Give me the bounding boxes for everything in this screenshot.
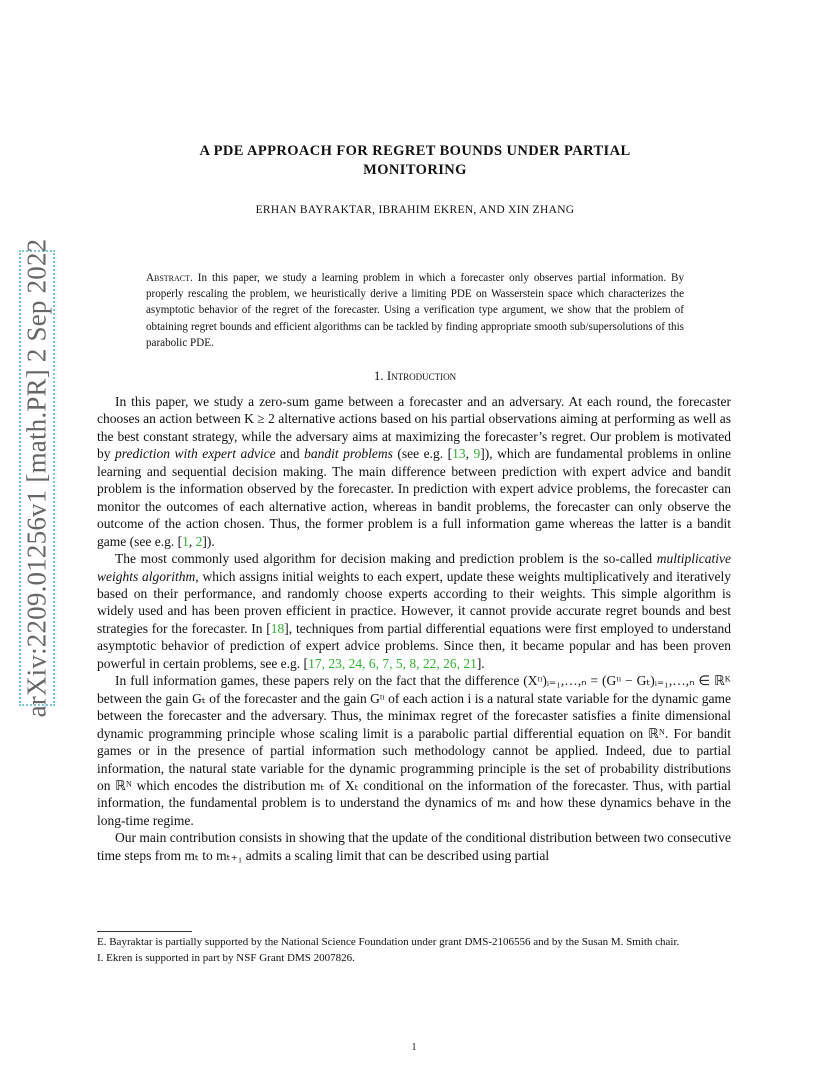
citation-link[interactable]: 18: [270, 620, 285, 636]
text-run: ]).: [202, 533, 215, 549]
text-run: (see e.g. [: [392, 446, 453, 462]
paragraph: In full information games, these papers rely on the fact that the difference (Xᵗᶦ)ᵢ₌₁,…,ₙ = (Gᵗᶦ − Gₜ)ᵢ₌₁,…,ₙ ∈ ℝᴷ between the gain Gₜ of the forecaster and the gain Gᵗᶦ of each action i is a natural state variable for the dynamic game between the forecaster and the adversary. Thus, the minimax regret of the forecaster satisfies a finite dimensional dynamic programming principle whose scaling limit is a parabolic partial differential equation on ℝᴺ. For bandit games or in the presence of partial information such methodology cannot be applied. Indeed, due to partial information, the natural state variable for the dynamic programming principle is the set of probability distributions on ℝᴺ which encodes the distribution mₜ of Xₜ conditional on the information of the forecaster. Thus, with partial information, the fundamental problem is to understand the dynamics of mₜ and how these dynamics behave in the long-time regime.: [97, 673, 731, 828]
text-run: ,: [188, 533, 196, 549]
paragraph: Our main contribution consists in showing that the update of the conditional distribution between two consecutive time steps from mₜ to mₜ₊₁ admits a scaling limit that can be described using partial: [97, 830, 732, 863]
footnote: E. Bayraktar is partially supported by the National Science Foundation under grant DMS-2106556 and by the Susan M. Smith chair.: [97, 936, 680, 948]
text-run: ].: [476, 655, 485, 671]
footnote-rule: [97, 931, 192, 932]
title-line-2: MONITORING: [363, 162, 467, 178]
emphasis: prediction with expert advice: [115, 446, 276, 462]
text-run: In this paper, we study a zero-sum game between a forecaster and an adversary. At each round, the forecaster chooses an action between K ≥ 2 alternative actions based on his partial observations aiming at performing as well as the best constant strategy, while the adversary aims at maximizing the forecaster’s regret. Our problem is motivated by: [97, 394, 731, 462]
abstract-label: Abstract.: [146, 272, 193, 284]
author-list: ERHAN BAYRAKTAR, IBRAHIM EKREN, AND XIN ZHANG: [255, 204, 575, 216]
title-line-1: A PDE APPROACH FOR REGRET BOUNDS UNDER PARTIAL: [199, 143, 631, 159]
text-run: , which assigns initial weights to each expert, update these weights multiplicatively and iteratively based on their performance, and randomly choose experts according to their weights. This simple algorithm is widely used and has been proven efficient in practice. However, it cannot provide accurate regret bounds and best strategies for the forecaster. In [: [97, 568, 731, 636]
section-number: 1.: [373, 368, 384, 383]
footnotes: [97, 935, 731, 966]
paper-title: [110, 142, 720, 180]
section-heading: [110, 368, 720, 384]
citation-link[interactable]: 13: [452, 446, 466, 462]
citation-links[interactable]: 17, 23, 24, 6, 7, 5, 8, 22, 26, 21: [308, 655, 477, 671]
text-run: ], techniques from partial differential equations were first employed to understand asymptotic behavior of prediction of expert advice problems. Since then, it became popular and has been proven powerful in certain problems, see e.g. [: [97, 620, 732, 671]
paragraph: [97, 393, 731, 550]
text-run: ,: [465, 446, 474, 462]
paragraph: [97, 550, 731, 672]
page-number: 1: [411, 1042, 417, 1053]
emphasis: multiplicative weights algorithm: [97, 551, 731, 584]
citation-link[interactable]: 2: [195, 533, 203, 549]
abstract: [146, 270, 684, 351]
section-title: Introduction: [386, 368, 457, 383]
emphasis: bandit problems: [304, 446, 393, 462]
text-run: The most commonly used algorithm for decision making and prediction problem is the so-called: [115, 551, 657, 567]
citation-link[interactable]: 9: [473, 446, 481, 462]
arxiv-identifier[interactable]: arXiv:2209.01256v1 [math.PR] 2 Sep 2022: [21, 238, 52, 718]
text-run: and: [275, 446, 305, 462]
abstract-text: In this paper, we study a learning problem in which a forecaster only observes partial information. By properly rescaling the problem, we heuristically derive a limiting PDE on Wasserstein space which characterizes the asymptotic behavior of the regret of the forecaster. Using a verification type argument, we show that the problem of obtaining regret bounds and efficient algorithms can be tackled by finding appropriate smooth sub/supersolutions of this parabolic PDE.: [146, 272, 684, 349]
text-run: ]), which are fundamental problems in online learning and sequential decision making. The main difference between prediction with expert advice and bandit problem is the information observed by the forecaster. In prediction with expert advice problems, the forecaster can monitor the outcomes of each alternative action, whereas in bandit problems, the forecaster can only observe the outcome of the action chosen. Thus, the former problem is a full information game whereas the latter is a bandit game (see e.g. [: [97, 446, 732, 549]
citation-link[interactable]: 1: [182, 533, 189, 549]
footnote: I. Ekren is supported in part by NSF Grant DMS 2007826.: [97, 951, 355, 964]
body-text: [97, 393, 731, 864]
